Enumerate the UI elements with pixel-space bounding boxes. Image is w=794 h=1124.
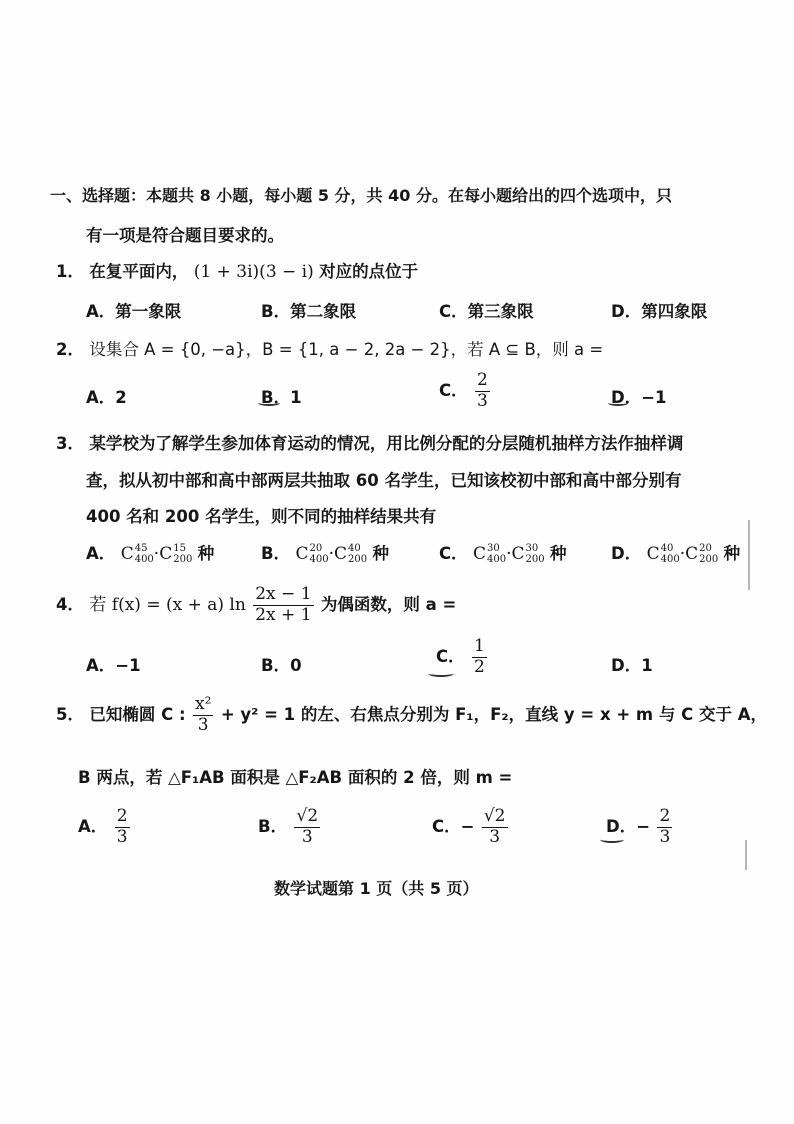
q5-option-d-label: D．− bbox=[606, 816, 651, 836]
fraction-denominator: 3 bbox=[659, 826, 671, 847]
comb-top: 20 bbox=[699, 543, 712, 554]
q2-option-a: A．2 bbox=[86, 388, 127, 407]
pencil-mark bbox=[608, 400, 628, 406]
fraction-numerator: x² bbox=[195, 694, 212, 714]
option-suffix: 种 bbox=[197, 544, 215, 563]
q5-number: 5． bbox=[56, 704, 84, 724]
q5-option-a-label: A． bbox=[78, 816, 108, 836]
fraction-denominator: 2 bbox=[474, 656, 485, 677]
q5-line2: B 两点，若 △F₁AB 面积是 △F₂AB 面积的 2 倍，则 m = bbox=[78, 768, 513, 787]
comb-top: 30 bbox=[525, 543, 539, 554]
comb-bottom: 200 bbox=[525, 554, 545, 565]
q5-option-d-fraction bbox=[657, 808, 672, 847]
question-3 bbox=[56, 430, 683, 454]
option-suffix: 种 bbox=[723, 544, 741, 563]
q1-option-c: C．第三象限 bbox=[439, 302, 534, 321]
comb-bottom: 200 bbox=[173, 554, 193, 565]
q5-option-a-fraction bbox=[115, 808, 130, 847]
pencil-mark bbox=[428, 670, 454, 677]
q1-number: 1． bbox=[56, 262, 84, 281]
q3-option-b: B． C 20 400 ·C 40 200 种 bbox=[261, 543, 390, 565]
q4-prefix: 若 f(x) = (x + a) ln bbox=[89, 594, 246, 615]
q4-option-b: B．0 bbox=[261, 656, 302, 675]
comb-top: 40 bbox=[660, 543, 674, 554]
q5-option-c-fraction bbox=[482, 808, 508, 847]
q5-ellipse-fraction bbox=[193, 696, 213, 735]
question-2 bbox=[56, 336, 603, 360]
q4-number: 4． bbox=[56, 594, 84, 614]
comb-bottom: 200 bbox=[699, 554, 719, 565]
option-label: D． bbox=[611, 544, 642, 563]
combination: C 40 400 bbox=[646, 543, 680, 565]
combination: C 20 400 bbox=[295, 543, 329, 565]
combination: C 30 400 bbox=[473, 543, 507, 565]
fraction-numerator: √2 bbox=[483, 806, 506, 826]
question-1 bbox=[56, 258, 418, 282]
q3-line1: 某学校为了解学生参加体育运动的情况，用比例分配的分层随机抽样方法作抽样调 bbox=[89, 434, 684, 453]
fraction-numerator: 2 bbox=[477, 370, 488, 390]
option-label: C． bbox=[439, 544, 468, 563]
combination: C 20 200 bbox=[685, 543, 719, 565]
q1-expression: (1 + 3i)(3 − i) bbox=[193, 262, 314, 282]
q4-option-d: D．1 bbox=[611, 656, 653, 675]
q5-option-b-fraction bbox=[294, 808, 320, 847]
section-title-line2: 有一项是符合题目要求的。 bbox=[86, 226, 284, 245]
q1-option-b: B．第二象限 bbox=[261, 302, 357, 321]
comb-bottom: 400 bbox=[134, 554, 154, 565]
option-label: B． bbox=[261, 544, 291, 563]
fraction-denominator: 3 bbox=[489, 826, 501, 847]
q2-option-c-fraction bbox=[475, 372, 490, 411]
fraction-numerator: 2 bbox=[659, 806, 671, 826]
q5-option-c-label: C．− bbox=[432, 816, 475, 836]
q3-option-d: D． C 40 400 ·C 20 200 种 bbox=[611, 543, 741, 565]
q5-option-a bbox=[78, 808, 132, 847]
margin-mark bbox=[745, 840, 747, 870]
fraction-numerator: 2x − 1 bbox=[255, 584, 312, 604]
page-footer: 数学试题第 1 页（共 5 页） bbox=[274, 879, 479, 898]
q2-option-b-text: B．1 bbox=[261, 388, 302, 407]
margin-mark bbox=[748, 520, 750, 590]
q5-line1-prefix: 已知椭圆 C : bbox=[89, 704, 186, 724]
q5-line1-suffix: + y² = 1 的左、右焦点分别为 F₁，F₂，直线 y = x + m 与 C 交于 A， bbox=[220, 704, 767, 724]
comb-bottom: 400 bbox=[660, 554, 680, 565]
fraction-denominator: 2x + 1 bbox=[255, 604, 312, 625]
combination: C 40 200 bbox=[334, 543, 368, 565]
q3-option-a: A． C 45 400 ·C 15 200 种 bbox=[86, 543, 215, 565]
fraction-denominator: 3 bbox=[301, 826, 313, 847]
comb-top: 30 bbox=[487, 543, 500, 554]
q4-suffix: 为偶函数，则 a = bbox=[320, 594, 457, 614]
q5-option-b-label: B． bbox=[258, 816, 288, 836]
comb-top: 15 bbox=[173, 543, 186, 554]
q2-option-c bbox=[439, 372, 492, 411]
q1-option-a: A．第一象限 bbox=[86, 302, 182, 321]
q3-number: 3． bbox=[56, 434, 84, 453]
option-suffix: 种 bbox=[372, 544, 390, 563]
comb-bottom: 400 bbox=[309, 554, 329, 565]
question-5 bbox=[56, 696, 767, 735]
q1-stem-suffix: 对应的点位于 bbox=[319, 262, 419, 281]
option-label: A． bbox=[86, 544, 116, 563]
combination: C 15 200 bbox=[159, 543, 193, 565]
comb-bottom: 200 bbox=[348, 554, 368, 565]
section-title-line1: 一、选择题：本题共 8 小题，每小题 5 分，共 40 分。在每小题给出的四个选项中，只 bbox=[50, 186, 672, 205]
q3-option-c: C． C 30 400 ·C 30 200 种 bbox=[439, 543, 567, 565]
q4-option-a: A．−1 bbox=[86, 656, 141, 675]
fraction-numerator: √2 bbox=[296, 806, 319, 826]
q4-option-c-fraction bbox=[472, 638, 487, 677]
option-suffix: 种 bbox=[550, 544, 567, 563]
q1-option-d: D．第四象限 bbox=[611, 302, 708, 321]
comb-top: 40 bbox=[348, 543, 361, 554]
fraction-denominator: 3 bbox=[116, 826, 128, 847]
question-4 bbox=[56, 586, 456, 625]
q2-option-d: D．−1 bbox=[611, 388, 667, 407]
q5-option-c bbox=[432, 808, 510, 847]
fraction-denominator: 3 bbox=[197, 714, 209, 735]
q4-fraction bbox=[253, 586, 313, 625]
q4-option-c-label: C． bbox=[436, 646, 465, 666]
q2-number: 2． bbox=[56, 340, 84, 359]
comb-top: 20 bbox=[309, 543, 323, 554]
fraction-denominator: 3 bbox=[477, 390, 488, 411]
comb-bottom: 400 bbox=[487, 554, 507, 565]
combination: C 30 200 bbox=[511, 543, 545, 565]
q3-line3: 400 名和 200 名学生，则不同的抽样结果共有 bbox=[86, 507, 437, 526]
comb-top: 45 bbox=[134, 543, 148, 554]
fraction-numerator: 1 bbox=[474, 636, 485, 656]
q5-option-b bbox=[258, 808, 322, 847]
pencil-mark bbox=[600, 836, 624, 843]
q3-line2: 查，拟从初中部和高中部两层共抽取 60 名学生，已知该校初中部和高中部分别有 bbox=[86, 471, 682, 490]
combination: C 45 400 bbox=[120, 543, 154, 565]
pencil-mark bbox=[258, 400, 280, 406]
q1-stem-prefix: 在复平面内， bbox=[89, 262, 189, 281]
q2-option-c-label: C． bbox=[439, 380, 468, 400]
fraction-numerator: 2 bbox=[116, 806, 128, 826]
q2-stem: 设集合 A = {0, −a}，B = {1, a − 2, 2a − 2}，若 A ⊆ B，则 a = bbox=[89, 340, 604, 359]
